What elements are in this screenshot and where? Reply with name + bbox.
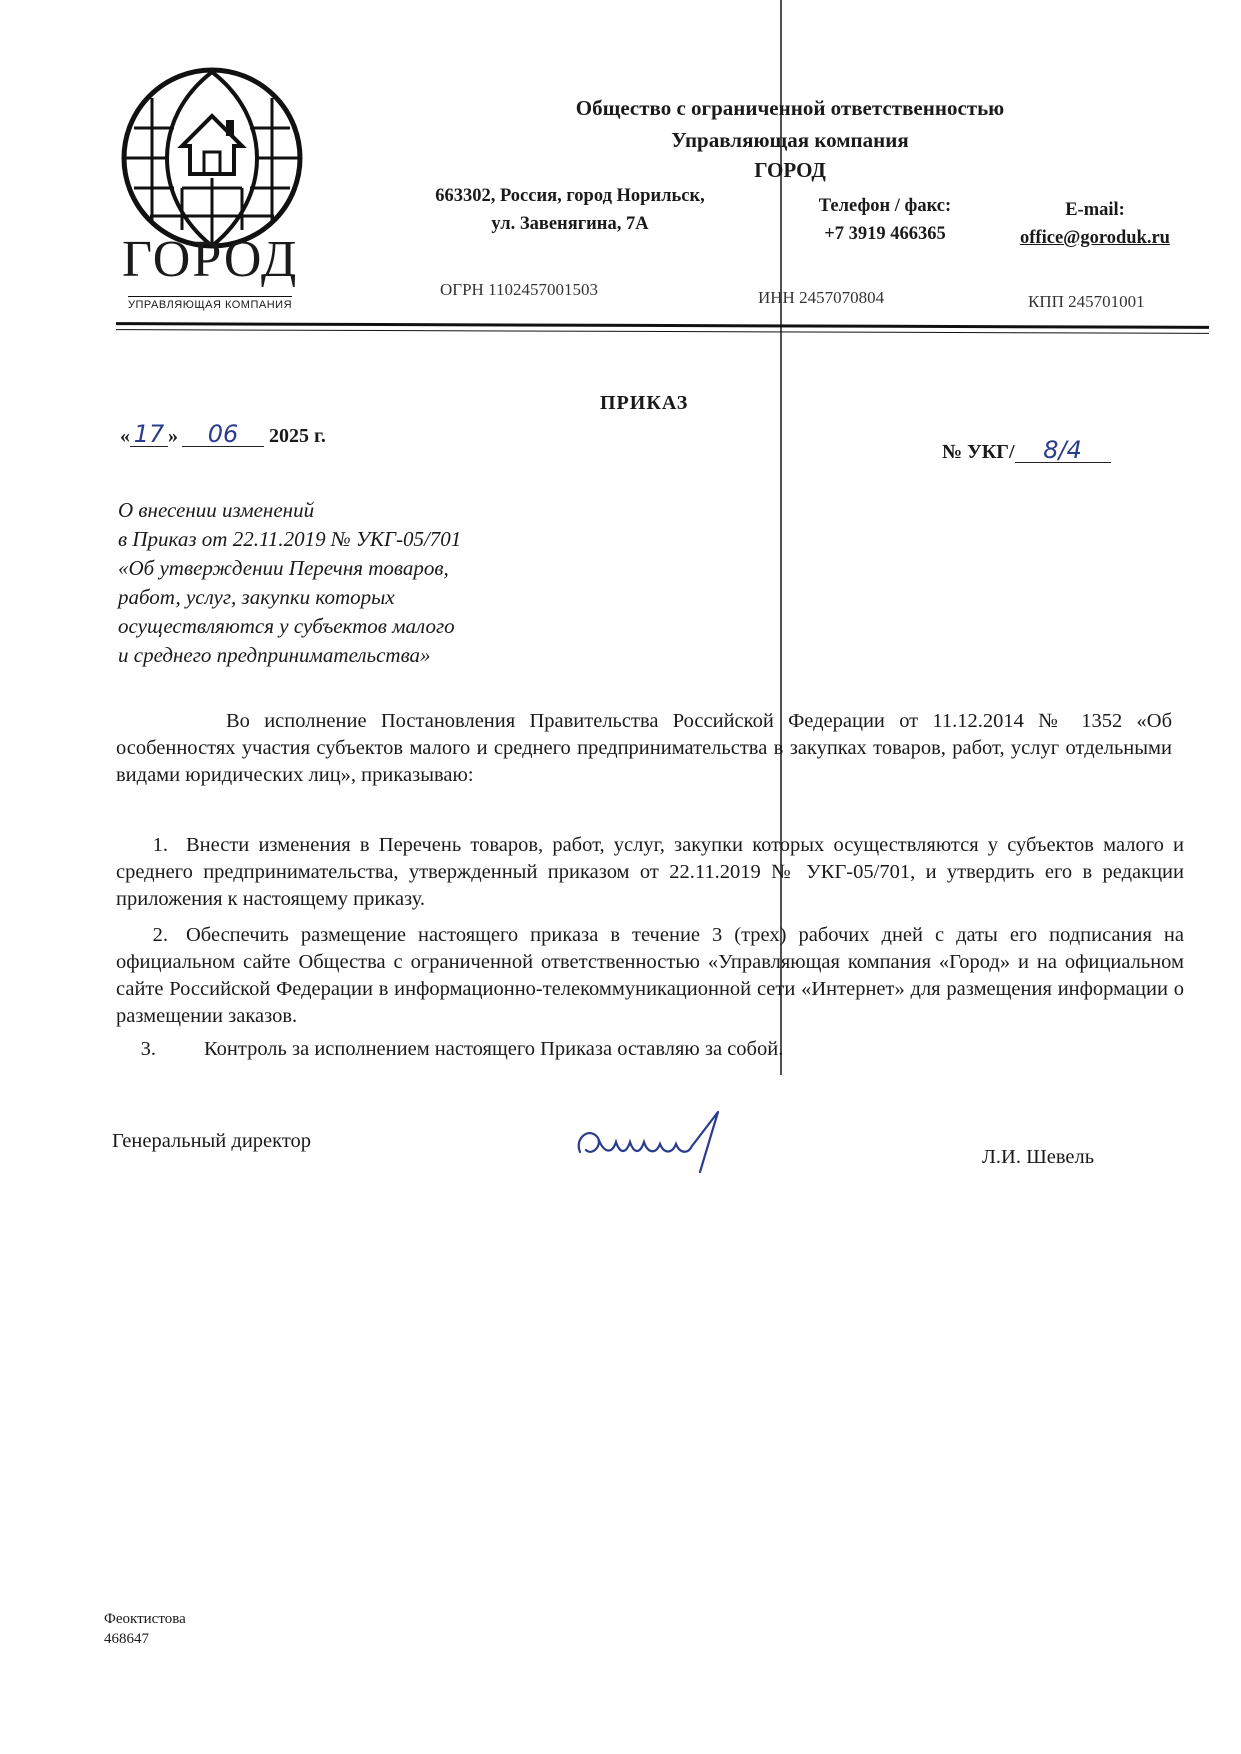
executor-phone: 468647 (104, 1631, 149, 1647)
order-subject (118, 496, 461, 670)
document-title: ПРИКАЗ (600, 392, 689, 414)
item-number: 2. (152, 924, 168, 946)
kpp: КПП 245701001 (1028, 292, 1145, 311)
order-item-1 (116, 832, 1184, 913)
org-name-line1: Общество с ограниченной ответственностью (575, 96, 1005, 120)
date-year: 2025 г. (269, 425, 326, 447)
company-logo (112, 58, 312, 311)
address-line2: ул. Завенягина, 7А (491, 214, 649, 234)
signatory-position: Генеральный директор (112, 1130, 312, 1152)
date-month: 06 (182, 422, 264, 447)
subject-line: осуществляются у субъектов малого (118, 614, 455, 638)
phone-value: +7 3919 466365 (824, 224, 946, 244)
globe-house-icon (112, 58, 312, 258)
subject-line: «Об утверждении Перечня товаров, (118, 556, 449, 580)
item-text: Контроль за исполнением настоящего Приказа оставляю за собой. (204, 1038, 784, 1060)
logo-subtitle: УПРАВЛЯЮЩАЯ КОМПАНИЯ (128, 296, 292, 311)
item-text: Обеспечить размещение настоящего приказа в течение 3 (трех) рабочих дней с даты его подписания на официальном сайте Общества с ограниченной ответственностью «Управляющая компания «Город» и на официальном сайте Российской Федерации в информационно-телекоммуникационной сети «Интернет» для размещения информации о размещении заказов. (116, 924, 1184, 1027)
email-label: E-mail: (1065, 200, 1125, 220)
order-number-label: № УКГ/ (942, 441, 1015, 463)
subject-line: работ, услуг, закупки которых (118, 585, 395, 609)
item-number: 1. (152, 834, 168, 856)
order-number (942, 438, 1111, 464)
logo-wordmark: ГОРОД (122, 231, 299, 288)
date-close-quote: » (168, 425, 178, 447)
header-rule-thin (116, 329, 1209, 334)
address-line1: 663302, Россия, город Норильск, (435, 186, 705, 206)
org-name-line2: Управляющая компания (671, 128, 909, 152)
date-open-quote: « (120, 425, 130, 447)
order-number-value: 8/4 (1015, 438, 1111, 463)
subject-line: О внесении изменений (118, 498, 315, 522)
phone-label: Телефон / факс: (818, 196, 952, 216)
order-item-3 (116, 1036, 1184, 1063)
ogrn: ОГРН 1102457001503 (440, 280, 598, 299)
org-name-line3: ГОРОД (754, 158, 826, 182)
inn: ИНН 2457070804 (758, 288, 885, 307)
executor-name: Феоктистова (104, 1611, 186, 1627)
order-item-2 (116, 922, 1184, 1030)
body-intro: Во исполнение Постановления Правительства Российской Федерации от 11.12.2014 № 1352 «Об особенностях участия субъектов малого и среднего предпринимательства в закупках товаров, работ, услуг отдельными видами юридических лиц», приказываю: (116, 710, 1172, 786)
order-date (120, 422, 326, 448)
item-number: 3. (140, 1038, 156, 1060)
subject-line: в Приказ от 22.11.2019 № УКГ-05/701 (118, 527, 462, 551)
email-link[interactable]: office@goroduk.ru (1020, 228, 1170, 248)
date-day: 17 (130, 422, 168, 447)
signatory-name: Л.И. Шевель (982, 1146, 1095, 1168)
header-rule-thick (116, 322, 1209, 329)
item-text: Внести изменения в Перечень товаров, работ, услуг, закупки которых осуществляются у субъектов малого и среднего предпринимательства, утвержденный приказом от 22.11.2019 № УКГ-05/701, и утвердить его в редакции приложения к настоящему приказу. (116, 834, 1184, 910)
subject-line: и среднего предпринимательства» (118, 643, 431, 667)
handwritten-signature (568, 1108, 748, 1178)
